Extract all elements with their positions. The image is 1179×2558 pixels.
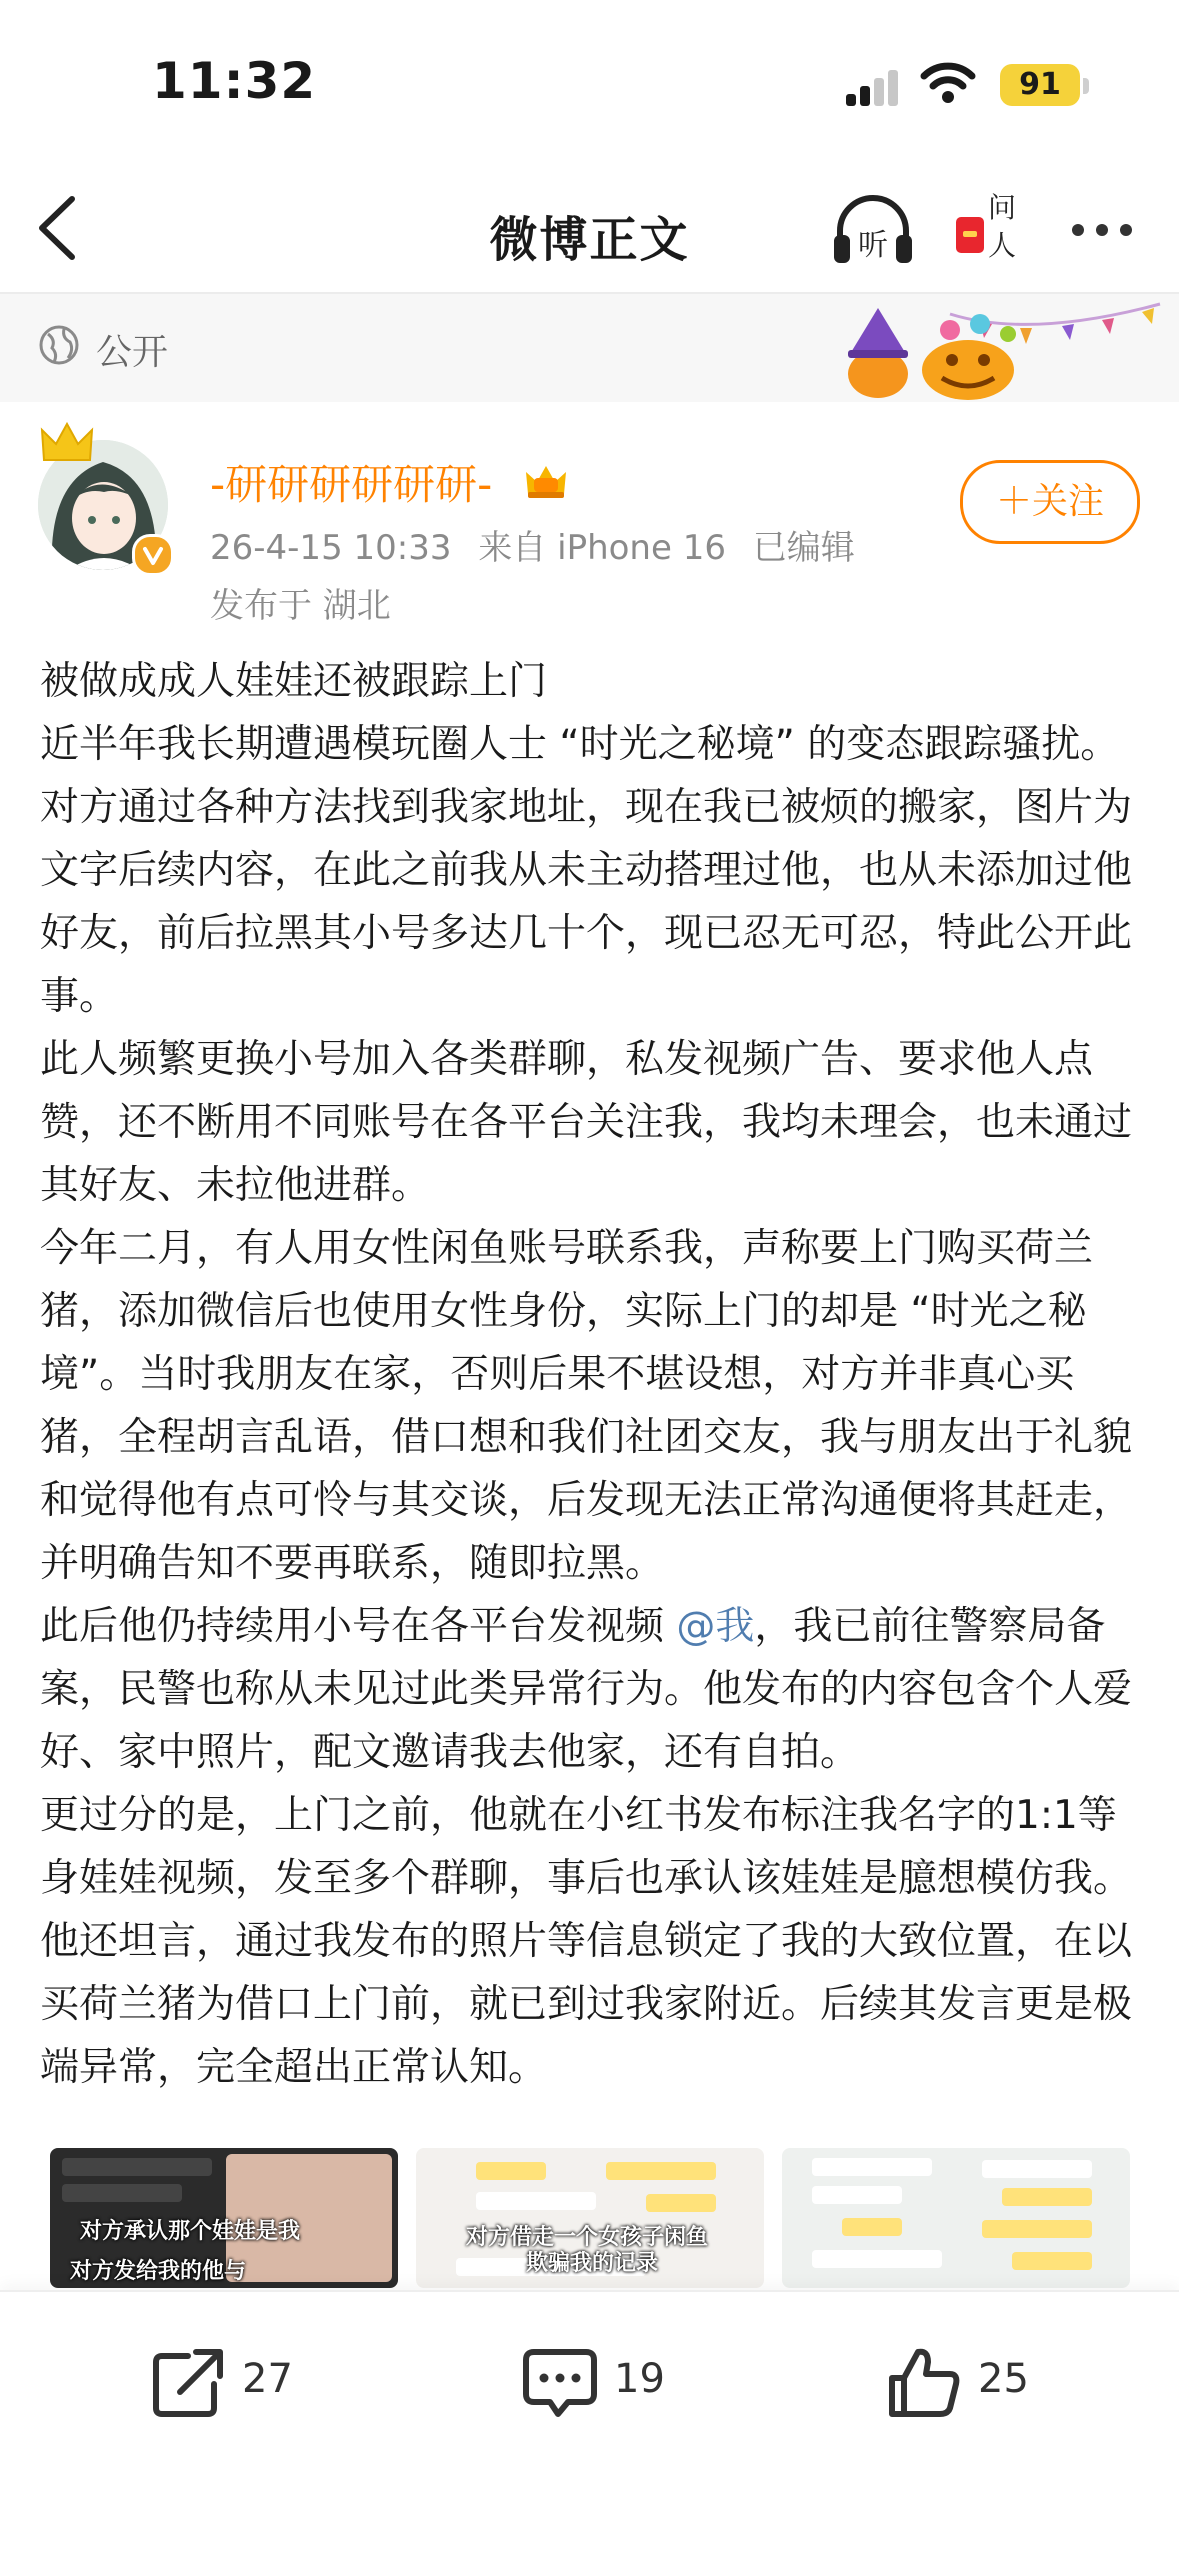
post-paragraph: 今年二月，有人用女性闲鱼账号联系我，声称要上门购买荷兰猪，添加微信后也使用女性身份，实际上门的却是 “时光之秘境”。当时我朋友在家，否则后果不堪设想，对方并非真心买猪，全程胡言乱语，借口想和我们社团交友，我与朋友出于礼貌和觉得他有点可怜与其交谈，后发现无法正常沟通便将其赶走，并明确告知不要再联系，随即拉黑。 — [40, 1226, 1133, 1586]
status-time: 11:32 — [152, 52, 317, 110]
image-caption: 对方承认那个娃娃是我 — [80, 2219, 301, 2244]
ask-person-icon[interactable] — [950, 187, 1030, 273]
post-paragraph — [40, 1595, 1150, 1784]
post-location: 发布于 湖北 — [210, 586, 391, 626]
post-text: ，我已前往警察局备案，民警也称从未见过此类异常行为。他发布的内容包含个人爱好、家中照片，配文邀请我去他家，还有自拍。 — [40, 1604, 1133, 1775]
comment-count: 19 — [614, 2356, 665, 2402]
chat-bubble — [982, 2220, 1092, 2238]
post-meta — [210, 520, 871, 569]
globe-icon — [38, 324, 80, 366]
post-text: 此后他仍持续用小号在各平台发视频 — [40, 1604, 677, 1649]
svg-text:听: 听 — [858, 228, 888, 263]
share-count: 27 — [242, 2356, 293, 2402]
chat-bubble — [1002, 2188, 1092, 2206]
mention-link[interactable]: @我 — [676, 1604, 755, 1649]
more-options-icon[interactable] — [1068, 217, 1138, 243]
headphones-listen-icon[interactable] — [830, 187, 916, 273]
post-image-3[interactable] — [782, 2148, 1130, 2288]
post-body — [40, 650, 1150, 2099]
post-source: 来自 iPhone 16 — [478, 528, 726, 568]
image-strip — [50, 2148, 1130, 2288]
post-paragraph: 此人频繁更换小号加入各类群聊，私发视频广告、要求他人点赞，还不断用不同账号在各平台关注我，我均未理会，也未通过其好友、未拉他进群。 — [40, 1037, 1133, 1208]
post-image-2[interactable] — [416, 2148, 764, 2288]
chat-bubble — [812, 2250, 942, 2268]
share-button[interactable] — [148, 2342, 308, 2422]
visibility-label: 公开 — [96, 332, 169, 373]
battery-indicator: 91 — [1000, 64, 1080, 106]
post-paragraph: 更过分的是，上门之前，他就在小红书发布标注我名字的1:1等身娃娃视频，发至多个群聊，事后也承认该娃娃是臆想模仿我。他还坦言，通过我发布的照片等信息锁定了我的大致位置，在以买荷兰猪为借口上门前，就已到过我家附近。后续其发言更是极端异常，完全超出正常认知。 — [40, 1793, 1133, 2090]
chat-bubble — [62, 2184, 182, 2202]
vip-crown-badge-icon — [522, 460, 570, 500]
post-time: 26-4-15 10:33 — [210, 528, 452, 568]
image-caption: 对方发给我的他与 — [70, 2259, 247, 2284]
post-image-1[interactable] — [50, 2148, 398, 2288]
follow-button[interactable]: ＋关注 — [960, 460, 1140, 544]
chat-bubble — [476, 2162, 546, 2180]
chat-bubble — [812, 2158, 932, 2176]
page-title: 微博正文 — [489, 212, 690, 268]
chat-bubble — [812, 2186, 902, 2204]
comment-icon — [520, 2342, 600, 2422]
chat-bubble — [62, 2158, 212, 2176]
visibility-bar — [0, 294, 1179, 402]
author-avatar[interactable] — [38, 440, 174, 576]
status-bar — [0, 0, 1179, 150]
chat-bubble — [1012, 2252, 1092, 2270]
action-bar — [0, 2290, 1179, 2558]
chat-bubble — [842, 2218, 902, 2236]
chat-bubble — [646, 2194, 716, 2212]
post-paragraph: 被做成成人娃娃还被跟踪上门 — [40, 659, 548, 704]
edited-label[interactable]: 已编辑 — [752, 528, 855, 568]
ask-label-1: 问 — [987, 191, 1017, 224]
share-icon — [148, 2342, 228, 2422]
chat-bubble — [982, 2160, 1092, 2178]
verified-badge-icon — [132, 534, 174, 576]
like-count: 25 — [978, 2356, 1029, 2402]
post-paragraph: 近半年我长期遭遇模玩圈人士 “时光之秘境” 的变态跟踪骚扰。对方通过各种方法找到我家地址，现在我已被烦的搬家，图片为文字后续内容，在此之前我从未主动搭理过他，也从未添加过他好友，前后拉黑其小号多达几十个，现已忍无可忍，特此公开此事。 — [40, 722, 1133, 1019]
image-caption: 欺骗我的记录 — [526, 2251, 659, 2276]
ask-label-2: 人 — [987, 229, 1017, 262]
author-name[interactable]: -研研研研研研- — [210, 460, 493, 509]
cellular-signal-icon — [846, 66, 900, 106]
nav-bar — [0, 165, 1179, 290]
comment-button[interactable] — [520, 2342, 680, 2422]
thumbs-up-icon — [884, 2342, 964, 2422]
halloween-decoration-icon — [830, 294, 1179, 402]
crown-icon — [40, 420, 94, 464]
image-caption: 对方借走一个女孩子闲鱼 — [466, 2225, 709, 2250]
wifi-icon — [920, 60, 976, 104]
chat-bubble — [476, 2192, 596, 2210]
like-button[interactable] — [884, 2342, 1044, 2422]
battery-tip — [1083, 78, 1089, 94]
chat-bubble — [606, 2162, 716, 2180]
